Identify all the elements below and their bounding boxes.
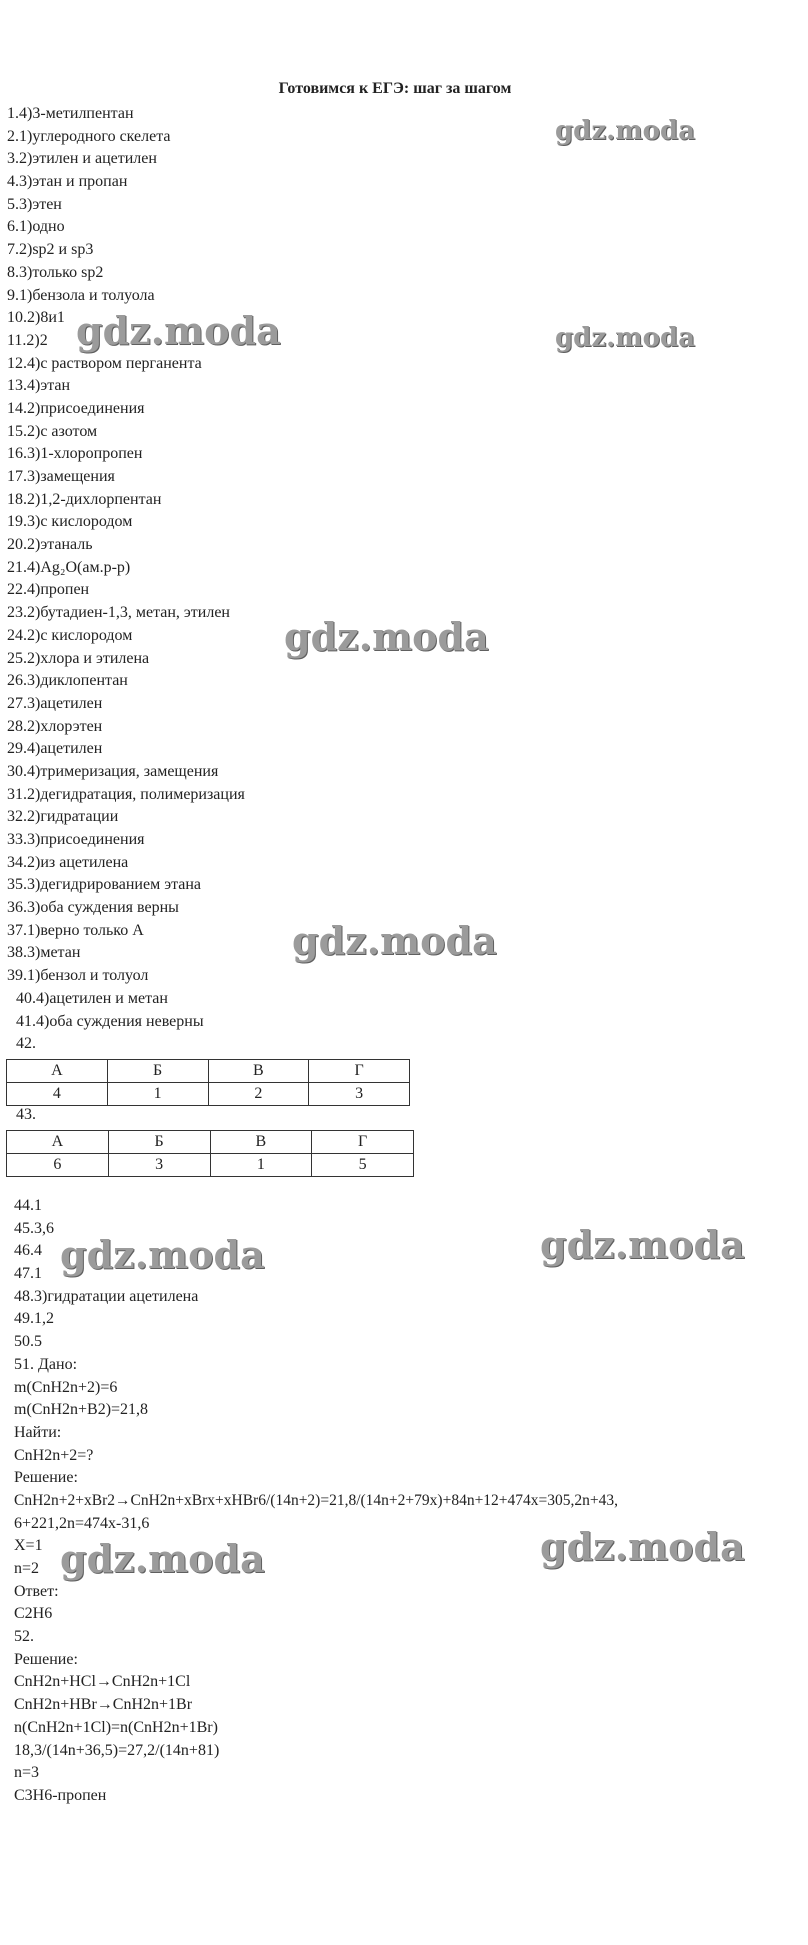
- answer-line: 44.1: [14, 1197, 42, 1214]
- answer-line: Решение:: [14, 1469, 78, 1487]
- table-cell: 5: [312, 1154, 414, 1177]
- answer-table-43: [6, 1130, 414, 1177]
- answer-line: 26.3)диклопентан: [7, 672, 128, 690]
- answer-line: 20.2)этаналь: [7, 536, 93, 554]
- table-row: [7, 1154, 414, 1177]
- answer-line: 48.3)гидратации ацетилена: [14, 1287, 199, 1305]
- answer-line: 49.1,2: [14, 1310, 54, 1328]
- answer-line: C3H6-пропен: [14, 1786, 107, 1804]
- answer-line: 36.3)оба суждения верны: [7, 899, 179, 917]
- answer-line: m(CnH2n+B2)=21,8: [14, 1401, 149, 1419]
- answer-line: CnH2n+2=?: [14, 1446, 94, 1464]
- answer-line: 40.4)ацетилен и метан: [16, 989, 168, 1007]
- answer-list-2: [14, 1195, 618, 1808]
- answer-table-42: [6, 1059, 410, 1106]
- answer-line: n=2: [14, 1560, 40, 1577]
- page-title: Готовимся к ЕГЭ: шаг за шагом: [278, 80, 512, 97]
- table-row: [7, 1083, 410, 1106]
- answer-line: 13.4)этан: [7, 377, 71, 395]
- answer-line: 16.3)1-хлоропропен: [7, 445, 143, 463]
- answer-line: 30.4)тримеризация, замещения: [7, 762, 219, 780]
- answer-line: 38.3)метан: [7, 944, 81, 962]
- answer-line: 39.1)бензол и толуол: [7, 967, 149, 985]
- answer-line: 52.: [14, 1628, 34, 1646]
- answer-line: 23.2)бутадиен-1,3, метан, этилен: [7, 604, 230, 622]
- answer-line: 9.1)бензола и толуола: [7, 286, 155, 304]
- table-header-cell: Г: [309, 1060, 410, 1083]
- answer-line: 8.3)только sp2: [7, 263, 104, 281]
- answer-line: 24.2)с кислородом: [7, 626, 133, 644]
- answer-line: 22.4)пропен: [7, 581, 90, 599]
- answer-line: Найти:: [14, 1423, 62, 1441]
- answer-line: 51. Дано:: [14, 1355, 78, 1373]
- answer-line: CnH2n+HCl→CnH2n+1Cl: [14, 1673, 191, 1691]
- answer-line: 21.4)Ag₂O(ам.р-р): [7, 558, 131, 576]
- answer-line: Ответ:: [14, 1582, 59, 1600]
- answer-line: 50.5: [14, 1333, 42, 1351]
- table-header-cell: В: [208, 1060, 309, 1083]
- answer-line: 7.2)sp2 и sp3: [7, 241, 94, 259]
- answer-line: X=1: [14, 1537, 43, 1555]
- answer-line: 28.2)хлорэтен: [7, 717, 103, 735]
- answer-list: [7, 103, 245, 1056]
- answer-line: 29.4)ацетилен: [7, 740, 103, 758]
- answer-line: 35.3)дегидрированием этана: [7, 876, 202, 894]
- answer-line: 41.4)оба суждения неверны: [16, 1012, 204, 1030]
- table-header-cell: Б: [108, 1131, 210, 1154]
- answer-line: 2.1)углеродного скелета: [7, 127, 171, 145]
- answer-line: 11.2)2: [7, 331, 48, 349]
- answer-line: 1.4)3-метилпентан: [7, 105, 134, 122]
- table-header-row: [7, 1060, 410, 1083]
- answer-line: 10.2)8и1: [7, 309, 65, 327]
- answer-line: 15.2)с азотом: [7, 422, 98, 440]
- table-header-cell: Б: [107, 1060, 208, 1083]
- answer-line: 27.3)ацетилен: [7, 694, 103, 712]
- watermark: gdz.moda: [60, 1232, 265, 1277]
- answer-line: 3.2)этилен и ацетилен: [7, 150, 157, 168]
- answer-line: 34.2)из ацетилена: [7, 853, 129, 871]
- answer-line: 6+221,2n=474x-31,6: [14, 1514, 150, 1532]
- table-header-row: [7, 1131, 414, 1154]
- table-cell: 1: [107, 1083, 208, 1106]
- watermark: gdz.moda: [284, 614, 489, 659]
- answer-line: 17.3)замещения: [7, 468, 115, 485]
- answer-line: 31.2)дегидратация, полимеризация: [7, 785, 245, 803]
- answer-line: 18,3/(14n+36,5)=27,2/(14n+81): [14, 1741, 220, 1759]
- answer-line: 46.4: [14, 1242, 42, 1260]
- label-43: 43.: [16, 1106, 36, 1123]
- table-header-cell: В: [210, 1131, 312, 1154]
- table-cell: 6: [7, 1154, 109, 1177]
- watermark: gdz.moda: [555, 323, 696, 353]
- answer-line: 45.3,6: [14, 1219, 54, 1237]
- answer-line: C2H6: [14, 1605, 53, 1623]
- answer-line: Решение:: [14, 1650, 78, 1668]
- table-cell: 1: [210, 1154, 312, 1177]
- watermark: gdz.moda: [292, 918, 497, 963]
- table-cell: 3: [108, 1154, 210, 1177]
- watermark: gdz.moda: [76, 308, 281, 353]
- answer-line: n(CnH2n+1Cl)=n(CnH2n+1Br): [14, 1718, 218, 1736]
- answer-line: 14.2)присоединения: [7, 399, 145, 417]
- answer-line: 19.3)с кислородом: [7, 513, 133, 531]
- answer-line: 42.: [16, 1035, 36, 1053]
- table-header-cell: Г: [312, 1131, 414, 1154]
- table-cell: 4: [7, 1083, 108, 1106]
- answer-line: 32.2)гидратации: [7, 808, 119, 826]
- table-header-cell: А: [7, 1131, 109, 1154]
- answer-line: 37.1)верно только А: [7, 921, 144, 939]
- table-cell: 2: [208, 1083, 309, 1106]
- answer-line: 4.3)этан и пропан: [7, 173, 128, 191]
- answer-line: CnH2n+HBr→CnH2n+1Br: [14, 1696, 193, 1714]
- answer-line: 12.4)с раствором перганента: [7, 354, 202, 372]
- answer-line: 25.2)хлора и этилена: [7, 649, 150, 667]
- answer-line: 47.1: [14, 1265, 42, 1283]
- watermark: gdz.moda: [540, 1222, 745, 1267]
- answer-line: CnH2n+2+xBr2→CnH2n+xBrx+xHBr6/(14n+2)=21,8/(14n+2+79x)+84n+12+474x=305,2n+43,: [14, 1491, 619, 1509]
- watermark: gdz.moda: [540, 1524, 745, 1569]
- answer-line: m(CnH2n+2)=6: [14, 1378, 118, 1396]
- answer-line: 18.2)1,2-дихлорпентан: [7, 490, 162, 508]
- answer-line: n=3: [14, 1764, 40, 1782]
- watermark: gdz.moda: [555, 116, 696, 146]
- table-header-cell: А: [7, 1060, 108, 1083]
- answer-line: 33.3)присоединения: [7, 831, 145, 848]
- answer-line: 5.3)этен: [7, 195, 62, 213]
- answer-line: 6.1)одно: [7, 218, 65, 236]
- table-cell: 3: [309, 1083, 410, 1106]
- watermark: gdz.moda: [60, 1536, 265, 1581]
